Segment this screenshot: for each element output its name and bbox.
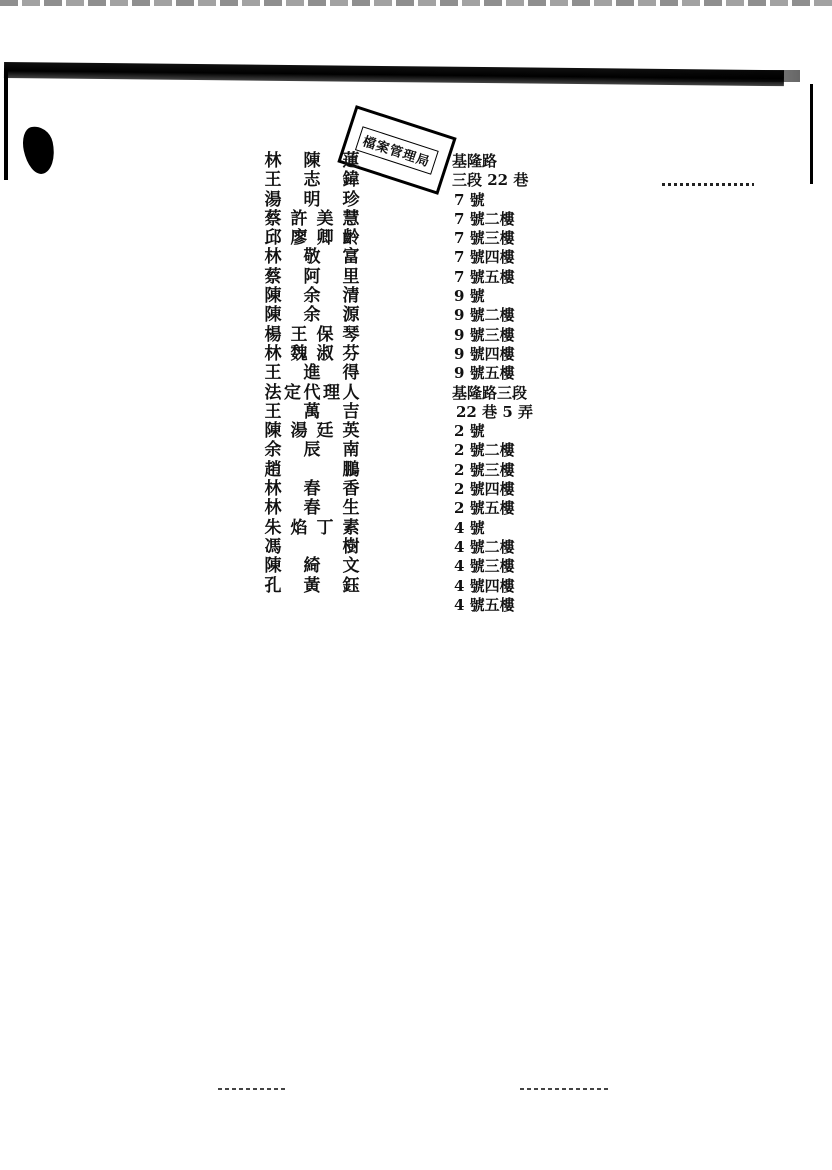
- name-char: 楊: [264, 324, 282, 345]
- address-entry: 三段 22 巷: [452, 171, 529, 190]
- address-entry: 2 號三樓: [454, 460, 515, 479]
- address-entry: 基隆路: [452, 152, 498, 170]
- name-char: 文: [342, 556, 360, 577]
- name-char: 琴: [342, 324, 360, 345]
- name-char: 樹: [342, 536, 360, 557]
- name-entry: [264, 326, 360, 345]
- name-entry: [264, 171, 360, 190]
- name-char: 陳: [264, 305, 282, 326]
- name-char: 馮: [264, 536, 282, 557]
- name-char: 鍏: [342, 170, 360, 191]
- name-char: 朱: [264, 517, 282, 538]
- name-entry: [264, 422, 360, 441]
- name-entry: [264, 538, 360, 557]
- name-char: 黃: [303, 575, 321, 596]
- name-entry: [264, 248, 360, 267]
- name-char: 里: [342, 266, 360, 287]
- name-char: 人: [342, 382, 360, 403]
- name-entry: [264, 210, 360, 229]
- name-char: 保: [316, 324, 334, 345]
- name-char: 志: [303, 170, 321, 191]
- name-char: 鈺: [342, 575, 360, 596]
- name-char: 余: [303, 286, 321, 307]
- name-char: 陳: [264, 421, 282, 442]
- name-char: 慧: [342, 208, 360, 229]
- address-entry: 9 號五樓: [454, 364, 515, 383]
- name-char: 廷: [316, 421, 334, 442]
- name-char: 英: [342, 421, 360, 442]
- name-char: 敬: [303, 247, 321, 268]
- name-entry: [264, 557, 360, 576]
- address-entry: 基隆路三段: [452, 383, 528, 402]
- name-char: 明: [303, 189, 321, 210]
- name-char: 綺: [303, 556, 321, 577]
- name-entry: [264, 191, 360, 210]
- name-char: 淑: [316, 343, 334, 364]
- name-char: 林: [264, 247, 282, 268]
- address-entry: 4 號五樓: [454, 595, 515, 614]
- address-entry: 9 號二樓: [454, 306, 515, 325]
- name-char: 南: [342, 440, 360, 461]
- address-entry: 7 號五樓: [454, 267, 515, 286]
- scan-top-noise: [0, 0, 832, 6]
- address-entry: 2 號五樓: [454, 499, 515, 518]
- name-entry: [264, 152, 360, 171]
- name-char: 廖: [290, 228, 308, 249]
- speck-line: [662, 183, 754, 186]
- name-char: 萬: [303, 401, 321, 422]
- address-entry: 2 號二樓: [454, 441, 515, 460]
- name-entry: [264, 461, 360, 480]
- name-entry: [264, 441, 360, 460]
- name-entry: [264, 306, 360, 325]
- address-column: [452, 152, 552, 615]
- name-char: 定: [284, 382, 301, 403]
- name-char: 清: [342, 286, 360, 307]
- address-entry: 7 號四樓: [454, 248, 515, 267]
- scan-edge-fade: [600, 70, 800, 82]
- address-entry: 7 號三樓: [454, 229, 515, 248]
- name-char: 陳: [303, 151, 321, 171]
- name-char: 辰: [303, 440, 321, 461]
- name-char: 蔡: [264, 208, 282, 229]
- name-char: 進: [303, 363, 321, 384]
- address-entry: 4 號三樓: [454, 557, 515, 576]
- name-entry: [264, 577, 360, 596]
- names-column: [264, 152, 360, 596]
- address-entry: 9 號: [454, 287, 485, 306]
- scan-left-edge: [4, 70, 8, 180]
- name-char: 王: [264, 170, 282, 191]
- name-char: 春: [303, 479, 321, 500]
- address-entry: 7 號: [454, 190, 485, 209]
- address-entry: 22 巷 5 弄: [456, 402, 533, 421]
- scan-right-edge: [810, 84, 813, 184]
- name-char: 王: [264, 363, 282, 384]
- ink-blot: [19, 123, 58, 176]
- name-entry: [264, 345, 360, 364]
- name-char: 齡: [342, 228, 360, 249]
- name-char: 鵬: [342, 459, 360, 480]
- name-char: 富: [342, 247, 360, 268]
- name-char: 余: [303, 305, 321, 326]
- name-char: 林: [264, 343, 282, 364]
- name-char: 芬: [342, 343, 360, 364]
- name-char: 蓮: [342, 151, 360, 171]
- name-char: 魏: [290, 343, 308, 364]
- name-char: 美: [316, 208, 334, 229]
- name-char: 陳: [264, 286, 282, 307]
- bottom-speck-1: [218, 1088, 288, 1090]
- name-char: 法: [264, 382, 282, 403]
- name-char: 邱: [264, 228, 282, 249]
- name-char: 王: [290, 324, 308, 345]
- name-char: 代: [303, 382, 321, 403]
- name-char: 源: [342, 305, 360, 326]
- name-char: 余: [264, 440, 282, 461]
- name-char: 春: [303, 498, 321, 519]
- address-entry: 4 號二樓: [454, 537, 515, 556]
- name-char: 許: [290, 208, 308, 229]
- address-entry: 7 號二樓: [454, 209, 515, 228]
- name-entry: [264, 499, 360, 518]
- name-entry: [264, 268, 360, 287]
- name-char: 素: [342, 517, 360, 538]
- name-char: 湯: [264, 189, 282, 210]
- name-char: 吉: [342, 401, 360, 422]
- name-char: 蔡: [264, 266, 282, 287]
- address-entry: 4 號: [454, 518, 485, 537]
- name-char: 焰: [290, 517, 308, 538]
- name-entry: [264, 480, 360, 499]
- address-entry: 2 號: [454, 422, 485, 441]
- name-char: 王: [264, 401, 282, 422]
- name-char: 卿: [316, 228, 334, 249]
- name-char: 理: [323, 382, 340, 403]
- address-entry: 9 號三樓: [454, 325, 515, 344]
- name-char: 趙: [264, 459, 282, 480]
- bottom-speck-2: [520, 1088, 610, 1090]
- address-entry: 9 號四樓: [454, 344, 515, 363]
- name-char: 阿: [303, 266, 321, 287]
- name-char: 香: [342, 479, 360, 500]
- name-char: 珍: [342, 189, 360, 210]
- address-entry: 4 號四樓: [454, 576, 515, 595]
- name-char: 湯: [290, 421, 308, 442]
- name-char: 陳: [264, 556, 282, 577]
- name-char: 林: [264, 151, 282, 171]
- stamp-text: 檔案管理局: [355, 126, 439, 175]
- name-char: 林: [264, 479, 282, 500]
- name-char: 丁: [316, 517, 334, 538]
- name-entry: [264, 229, 360, 248]
- address-entry: 2 號四樓: [454, 480, 515, 499]
- name-entry: [264, 364, 360, 383]
- name-entry: [264, 384, 360, 403]
- name-entry: [264, 519, 360, 538]
- name-entry: [264, 287, 360, 306]
- name-char: 得: [342, 363, 360, 384]
- name-char: 孔: [264, 575, 282, 596]
- name-entry: [264, 403, 360, 422]
- name-char: 林: [264, 498, 282, 519]
- name-char: 生: [342, 498, 360, 519]
